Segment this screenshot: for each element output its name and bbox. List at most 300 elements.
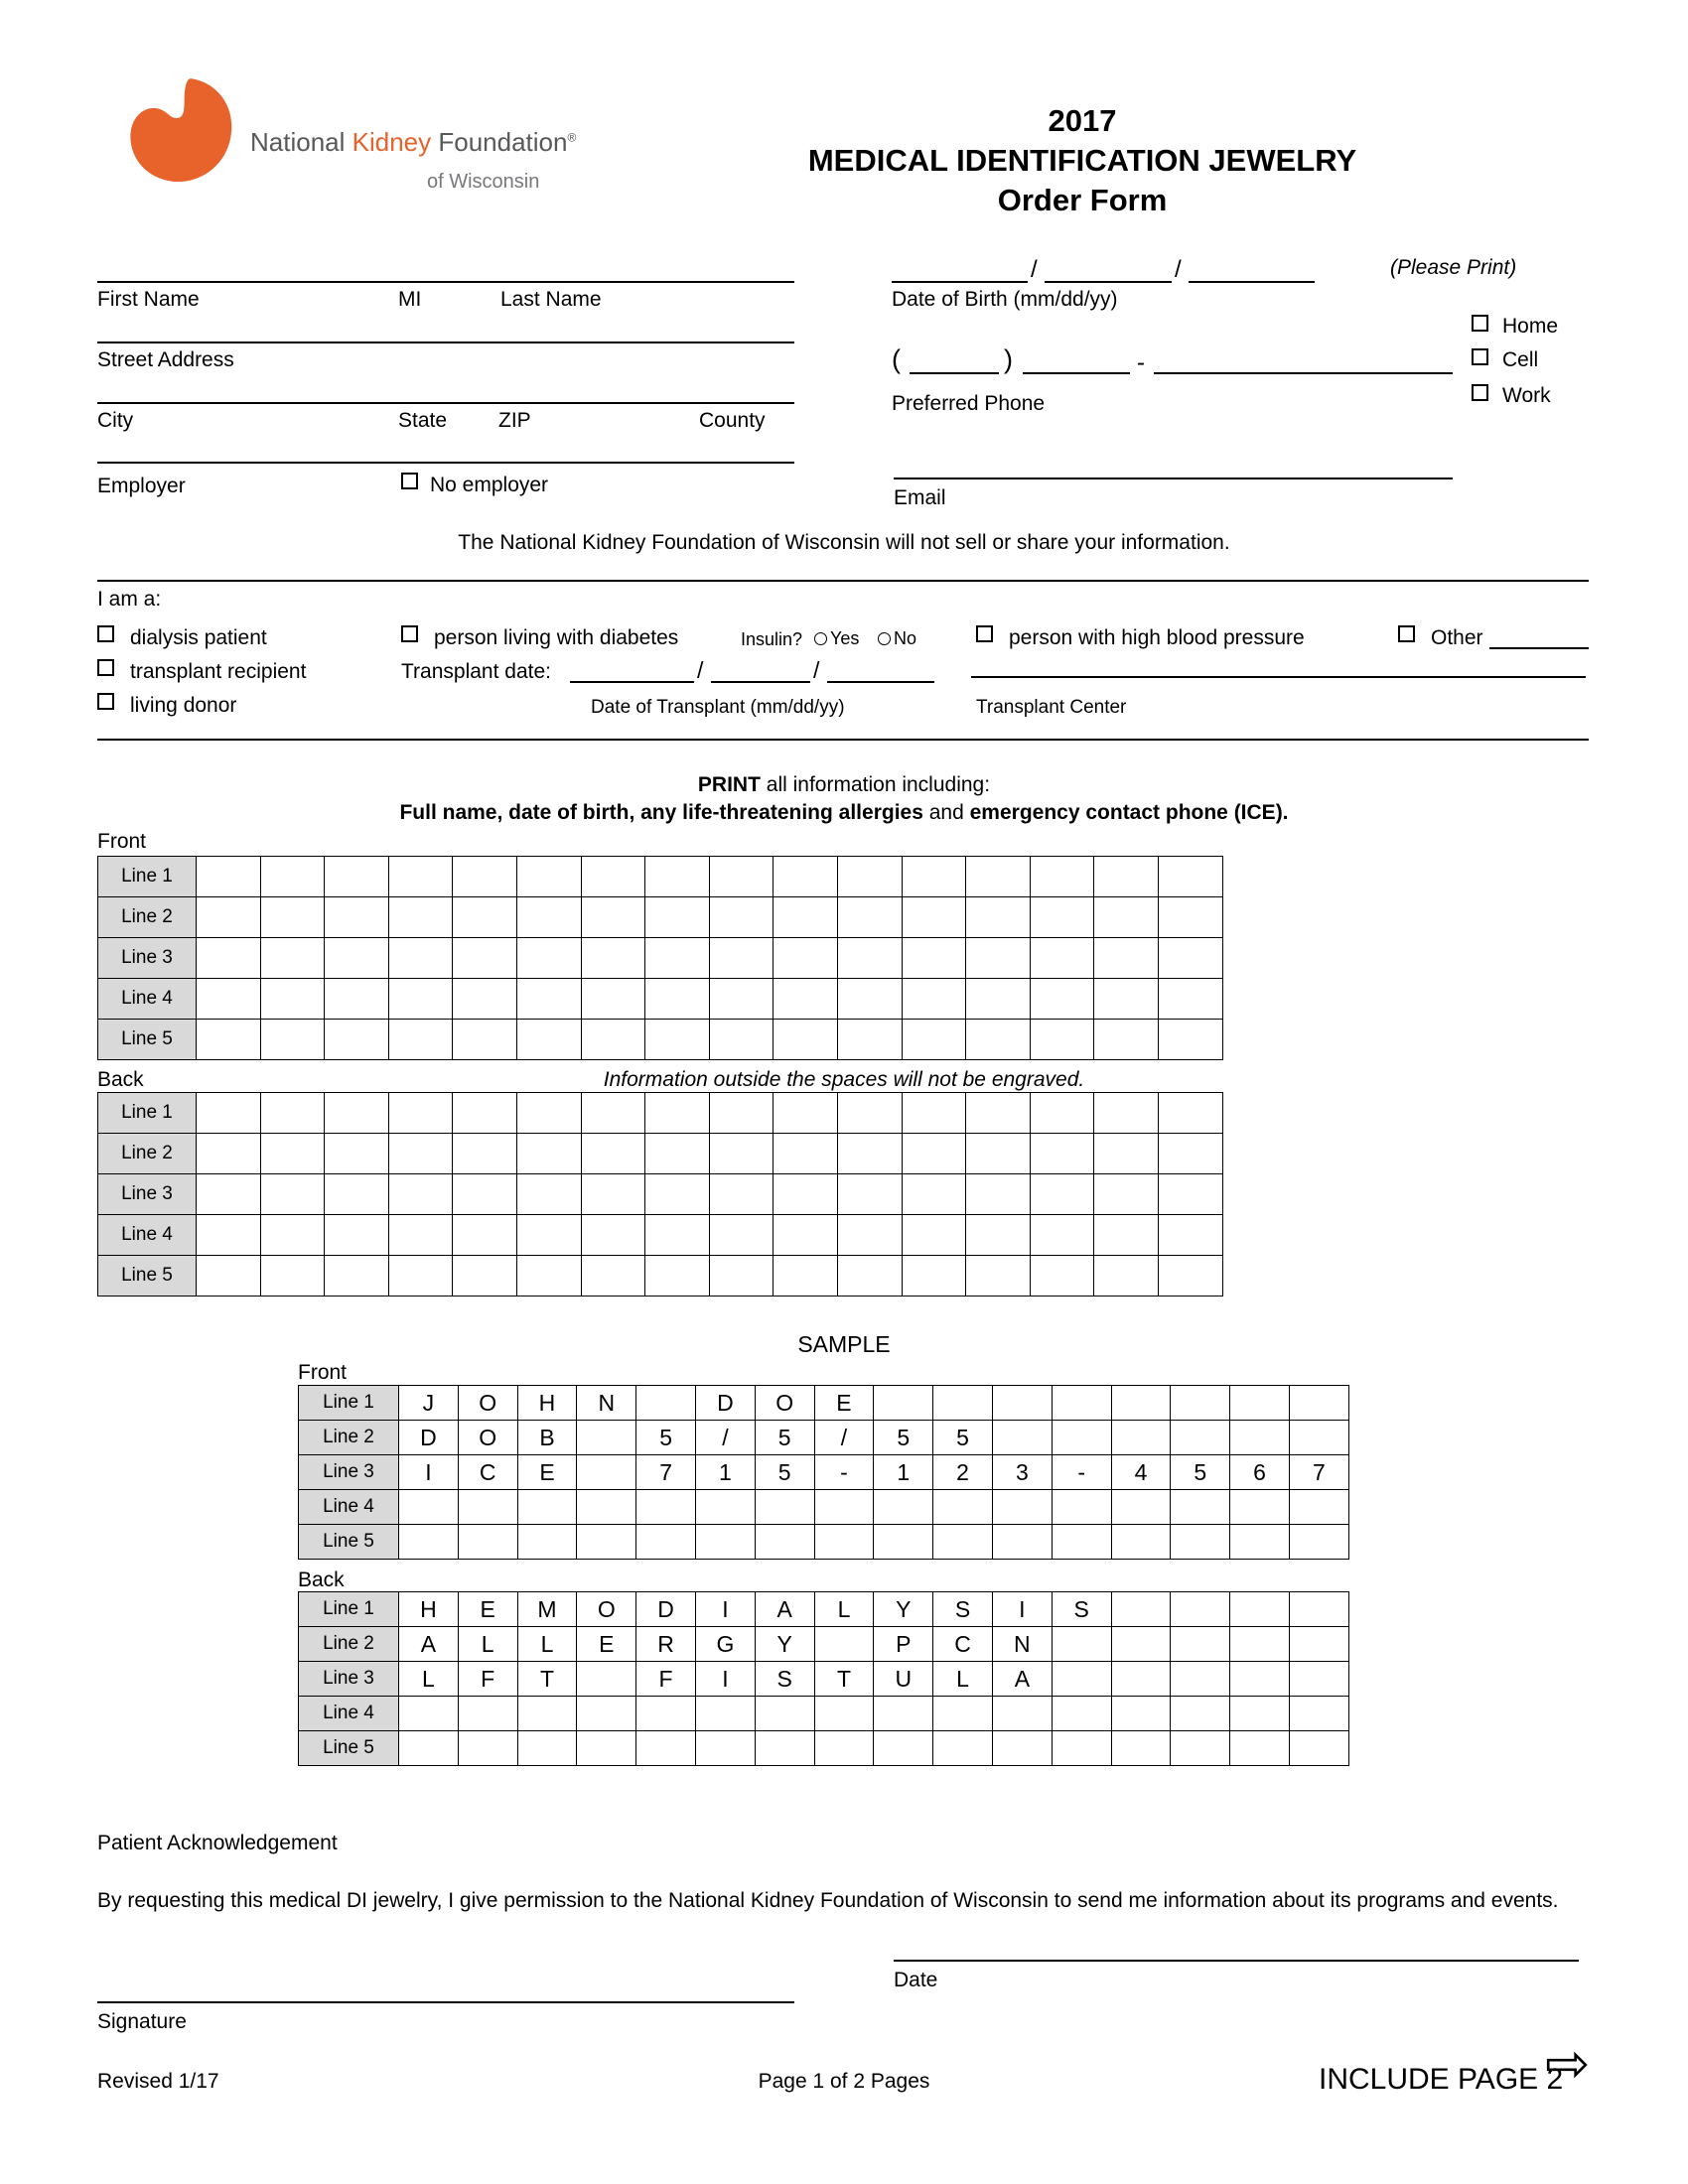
grid-cell: Y [756,1627,815,1662]
grid-cell [874,1525,933,1560]
privacy-note: The National Kidney Foundation of Wisconsin will not sell or share your information. [458,531,1230,554]
grid-cell[interactable] [261,1256,326,1297]
mi-label: MI [398,288,422,311]
engraving-front-grid [97,856,1223,1060]
print-details-bold1: Full name, date of birth, any life-threatening allergies [399,801,923,824]
grid-cell[interactable] [903,857,967,897]
grid-cell: S [756,1662,815,1697]
sample-front-grid [298,1385,1349,1560]
grid-cell[interactable] [517,1020,582,1060]
street-address-field[interactable] [97,341,794,343]
grid-cell[interactable] [261,1020,326,1060]
grid-cell[interactable] [1159,1174,1223,1215]
grid-row-label: Line 5 [299,1525,399,1560]
grid-cell[interactable] [453,979,517,1020]
grid-cell[interactable] [389,1256,454,1297]
grid-cell: A [756,1592,815,1627]
grid-cell[interactable] [966,857,1031,897]
grid-cell[interactable] [903,938,967,979]
grid-cell [1230,1421,1290,1455]
grid-cell[interactable] [903,897,967,938]
grid-cell[interactable] [197,857,261,897]
grid-cell[interactable] [966,1256,1031,1297]
grid-cell[interactable] [453,1020,517,1060]
grid-cell[interactable] [645,1020,710,1060]
dialysis-checkbox[interactable] [97,625,114,642]
grid-cell[interactable] [774,1134,838,1174]
grid-cell [577,1697,636,1731]
grid-cell[interactable] [453,1174,517,1215]
grid-cell [399,1490,459,1525]
no-employer-checkbox[interactable] [401,473,418,489]
grid-cell[interactable] [838,979,903,1020]
grid-cell[interactable] [517,857,582,897]
grid-cell[interactable] [1094,897,1159,938]
front-grid-label: Front [97,830,147,853]
grid-cell[interactable] [325,1093,389,1134]
transplant-date-day-field[interactable] [711,681,810,683]
grid-cell: 3 [993,1455,1053,1490]
grid-cell [1290,1386,1349,1421]
transplant-center-label: Transplant Center [976,697,1127,718]
grid-cell[interactable] [261,1215,326,1256]
grid-cell[interactable] [517,979,582,1020]
grid-cell[interactable] [1031,938,1095,979]
grid-cell[interactable] [966,979,1031,1020]
grid-cell[interactable] [197,1256,261,1297]
grid-cell [1112,1525,1172,1560]
grid-cell: F [636,1662,696,1697]
iam-heading: I am a: [97,588,162,611]
grid-cell[interactable] [966,1215,1031,1256]
grid-cell[interactable] [1159,1256,1223,1297]
print-word: PRINT [697,773,761,796]
grid-cell[interactable] [966,1093,1031,1134]
grid-cell [1053,1662,1112,1697]
transplant-date-month-field[interactable] [570,681,694,683]
logo-subtext: of Wisconsin [427,171,540,193]
name-field[interactable] [97,281,794,283]
grid-cell[interactable] [582,938,646,979]
logo-wordmark [250,127,576,158]
email-label: Email [894,486,946,509]
other-field[interactable] [1489,647,1589,649]
grid-cell[interactable] [645,1256,710,1297]
grid-cell[interactable] [710,979,774,1020]
grid-cell[interactable] [325,1134,389,1174]
grid-cell: C [933,1627,993,1662]
dob-year-field[interactable] [1189,281,1315,283]
grid-cell[interactable] [325,897,389,938]
grid-cell[interactable] [838,1093,903,1134]
grid-cell [577,1421,636,1455]
print-rest: all information including: [766,773,991,796]
grid-row-label: Line 2 [98,1134,197,1174]
phone-home-label: Home [1502,315,1559,338]
grid-cell [933,1386,993,1421]
grid-cell[interactable] [517,1215,582,1256]
grid-cell[interactable] [325,1174,389,1215]
grid-cell[interactable] [1031,979,1095,1020]
grid-cell[interactable] [838,857,903,897]
grid-row [299,1627,1349,1662]
grid-cell[interactable] [838,1174,903,1215]
grid-cell[interactable] [389,1093,454,1134]
grid-cell[interactable] [838,1020,903,1060]
nkf-logo [126,73,235,187]
grid-cell[interactable] [197,1093,261,1134]
grid-cell[interactable] [389,857,454,897]
grid-cell[interactable] [1031,1215,1095,1256]
grid-cell[interactable] [261,1174,326,1215]
insulin-no-option[interactable] [878,628,916,649]
high-bp-label: person with high blood pressure [1009,626,1305,649]
grid-cell: 6 [1230,1455,1290,1490]
grid-cell[interactable] [582,1020,646,1060]
transplant-recipient-label: transplant recipient [130,660,307,683]
kidney-icon [126,73,235,187]
grid-cell [518,1525,578,1560]
grid-cell[interactable] [453,857,517,897]
grid-cell[interactable] [453,1256,517,1297]
grid-cell: 7 [1290,1455,1349,1490]
grid-cell[interactable] [1094,1174,1159,1215]
grid-cell[interactable] [710,1093,774,1134]
grid-cell [459,1731,518,1766]
grid-cell[interactable] [1159,979,1223,1020]
grid-cell[interactable] [645,979,710,1020]
grid-cell[interactable] [774,857,838,897]
revised-label: Revised 1/17 [97,2070,219,2093]
employer-field[interactable] [97,462,794,464]
grid-cell [756,1525,815,1560]
other-checkbox[interactable] [1398,625,1415,642]
grid-cell[interactable] [197,1215,261,1256]
grid-cell[interactable] [517,897,582,938]
grid-cell[interactable] [838,938,903,979]
grid-cell[interactable] [261,857,326,897]
dob-label: Date of Birth (mm/dd/yy) [892,288,1118,311]
grid-cell[interactable] [197,1174,261,1215]
grid-cell[interactable] [710,1174,774,1215]
phone-prefix-field[interactable] [1023,372,1130,374]
grid-cell [696,1525,756,1560]
living-donor-checkbox[interactable] [97,693,114,710]
grid-cell[interactable] [645,1093,710,1134]
grid-cell [577,1490,636,1525]
grid-cell[interactable] [517,1174,582,1215]
grid-cell[interactable] [389,979,454,1020]
grid-row [98,1174,1223,1215]
grid-row [98,1134,1223,1174]
grid-cell: M [518,1592,578,1627]
grid-cell[interactable] [838,1134,903,1174]
grid-cell [933,1490,993,1525]
insulin-yes-option[interactable] [814,628,859,649]
grid-cell[interactable] [645,938,710,979]
grid-cell[interactable] [197,979,261,1020]
grid-cell[interactable] [325,1215,389,1256]
grid-cell[interactable] [710,1020,774,1060]
grid-cell [1112,1490,1172,1525]
grid-cell[interactable] [261,1093,326,1134]
grid-cell[interactable] [582,1174,646,1215]
grid-cell[interactable] [582,857,646,897]
grid-cell[interactable] [966,1134,1031,1174]
transplant-center-field[interactable] [971,676,1586,678]
grid-cell [933,1697,993,1731]
preferred-phone-label: Preferred Phone [892,392,1046,415]
grid-cell[interactable] [1159,857,1223,897]
grid-cell[interactable] [903,979,967,1020]
grid-cell[interactable] [325,857,389,897]
grid-cell[interactable] [197,1134,261,1174]
grid-cell [1053,1525,1112,1560]
grid-cell[interactable] [1031,1020,1095,1060]
grid-cell[interactable] [197,897,261,938]
grid-cell[interactable] [774,1256,838,1297]
grid-cell: 2 [933,1455,993,1490]
grid-cell[interactable] [1031,1093,1095,1134]
grid-cell[interactable] [453,1093,517,1134]
grid-row [98,857,1223,897]
grid-cell: E [815,1386,875,1421]
grid-cell[interactable] [774,1093,838,1134]
grid-cell[interactable] [1031,1174,1095,1215]
grid-cell: / [815,1421,875,1455]
grid-cell[interactable] [1159,1093,1223,1134]
grid-cell[interactable] [1159,1020,1223,1060]
grid-cell[interactable] [645,897,710,938]
transplant-recipient-checkbox[interactable] [97,659,114,676]
engraving-back-grid [97,1092,1223,1297]
grid-cell[interactable] [966,897,1031,938]
grid-cell[interactable] [903,1215,967,1256]
insulin-no-label: No [894,628,917,648]
grid-cell[interactable] [517,1256,582,1297]
grid-cell[interactable] [517,938,582,979]
grid-cell[interactable] [1094,1093,1159,1134]
phone-home-checkbox[interactable] [1472,315,1488,332]
living-donor-label: living donor [130,694,237,717]
grid-cell[interactable] [903,1020,967,1060]
grid-row [299,1697,1349,1731]
grid-cell [1290,1490,1349,1525]
grid-cell [636,1490,696,1525]
grid-cell[interactable] [1159,1134,1223,1174]
grid-cell[interactable] [774,897,838,938]
dob-month-field[interactable] [892,281,1028,283]
radio-icon [878,632,891,645]
phone-cell-checkbox[interactable] [1472,348,1488,365]
grid-row [299,1421,1349,1455]
grid-cell[interactable] [1094,1020,1159,1060]
grid-row-label: Line 1 [98,1093,197,1134]
grid-cell[interactable] [645,1134,710,1174]
grid-cell [815,1490,875,1525]
insulin-label: Insulin? [741,629,803,649]
acknowledgement-body: By requesting this medical DI jewelry, I give permission to the National Kidney Foundation of Wisconsin to send me information about its programs and events. [97,1889,1559,1912]
grid-cell[interactable] [325,1256,389,1297]
grid-cell[interactable] [389,938,454,979]
grid-cell[interactable] [325,1020,389,1060]
grid-cell[interactable] [903,1174,967,1215]
grid-cell[interactable] [966,1174,1031,1215]
grid-cell[interactable] [261,979,326,1020]
grid-cell[interactable] [966,938,1031,979]
grid-row [98,1020,1223,1060]
form-title: MEDICAL IDENTIFICATION JEWELRY [807,143,1357,178]
grid-cell[interactable] [517,1134,582,1174]
grid-cell: H [518,1386,578,1421]
sample-front-label: Front [298,1361,348,1384]
grid-cell[interactable] [1094,979,1159,1020]
diabetes-checkbox[interactable] [401,625,418,642]
grid-cell[interactable] [582,1134,646,1174]
email-field[interactable] [894,478,1453,479]
grid-cell[interactable] [1094,1215,1159,1256]
grid-cell [1230,1592,1290,1627]
acknowledgement-heading: Patient Acknowledgement [97,1832,338,1854]
grid-cell[interactable] [1159,897,1223,938]
grid-cell[interactable] [389,897,454,938]
grid-cell[interactable] [966,1020,1031,1060]
grid-cell[interactable] [838,1215,903,1256]
grid-cell[interactable] [261,1134,326,1174]
grid-cell[interactable] [582,897,646,938]
grid-cell[interactable] [903,1093,967,1134]
dialysis-label: dialysis patient [130,626,267,649]
grid-cell[interactable] [582,1093,646,1134]
grid-cell[interactable] [774,1215,838,1256]
grid-cell[interactable] [1031,897,1095,938]
grid-cell[interactable] [389,1020,454,1060]
grid-cell[interactable] [1159,938,1223,979]
grid-cell[interactable] [710,938,774,979]
grid-row-label: Line 5 [299,1731,399,1766]
grid-cell [1112,1731,1172,1766]
grid-cell [1053,1490,1112,1525]
grid-cell[interactable] [1159,1215,1223,1256]
phone-line-field[interactable] [1154,372,1453,374]
grid-cell[interactable] [261,938,326,979]
grid-cell[interactable] [774,1020,838,1060]
grid-cell [1112,1627,1172,1662]
zip-label: ZIP [498,409,531,432]
grid-cell: L [518,1627,578,1662]
phone-close-paren: ) [1004,344,1013,374]
grid-cell [993,1421,1053,1455]
grid-cell[interactable] [710,1215,774,1256]
grid-cell [993,1525,1053,1560]
grid-cell[interactable] [774,979,838,1020]
grid-cell[interactable] [710,897,774,938]
phone-work-checkbox[interactable] [1472,384,1488,401]
grid-row [98,938,1223,979]
grid-cell[interactable] [903,1134,967,1174]
grid-row [299,1662,1349,1697]
grid-cell[interactable] [261,897,326,938]
grid-cell[interactable] [1094,857,1159,897]
city-state-zip-field[interactable] [97,402,794,404]
grid-cell [1230,1662,1290,1697]
grid-cell[interactable] [389,1134,454,1174]
print-instructions-2 [97,801,1591,825]
grid-cell[interactable] [645,857,710,897]
dob-day-field[interactable] [1045,281,1172,283]
grid-cell: N [993,1627,1053,1662]
grid-cell[interactable] [774,938,838,979]
transplant-date-year-field[interactable] [827,681,934,683]
grid-cell[interactable] [582,1215,646,1256]
grid-cell [815,1525,875,1560]
grid-cell: L [459,1627,518,1662]
grid-cell[interactable] [389,1215,454,1256]
grid-cell[interactable] [645,1215,710,1256]
grid-cell: 5 [636,1421,696,1455]
grid-cell[interactable] [710,857,774,897]
signature-field[interactable] [97,2001,794,2003]
grid-cell: - [1053,1455,1112,1490]
grid-cell[interactable] [838,897,903,938]
grid-cell[interactable] [197,1020,261,1060]
grid-cell[interactable] [325,979,389,1020]
grid-cell[interactable] [1094,1134,1159,1174]
grid-cell[interactable] [582,1256,646,1297]
sample-back-grid [298,1591,1349,1766]
grid-cell[interactable] [453,1215,517,1256]
grid-cell[interactable] [903,1256,967,1297]
grid-row [299,1386,1349,1421]
grid-cell: O [756,1386,815,1421]
phone-area-code-field[interactable] [910,372,999,374]
grid-cell[interactable] [838,1256,903,1297]
grid-cell[interactable] [1031,1134,1095,1174]
grid-cell [459,1525,518,1560]
grid-cell[interactable] [710,1256,774,1297]
phone-open-paren: ( [892,344,901,374]
grid-cell[interactable] [774,1174,838,1215]
grid-cell[interactable] [1094,938,1159,979]
divider-top [97,580,1589,582]
grid-cell[interactable] [453,938,517,979]
grid-cell[interactable] [389,1174,454,1215]
grid-cell: T [815,1662,875,1697]
grid-cell[interactable] [325,938,389,979]
grid-cell [1230,1490,1290,1525]
grid-row-label: Line 4 [98,1215,197,1256]
grid-cell[interactable] [1031,857,1095,897]
grid-cell[interactable] [453,1134,517,1174]
grid-cell [518,1490,578,1525]
grid-cell[interactable] [517,1093,582,1134]
grid-cell[interactable] [645,1174,710,1215]
grid-cell[interactable] [453,897,517,938]
grid-cell[interactable] [1094,1256,1159,1297]
high-bp-checkbox[interactable] [976,625,993,642]
back-grid-label: Back [97,1068,144,1091]
logo-registered-mark: ® [567,130,577,145]
grid-cell[interactable] [1031,1256,1095,1297]
grid-cell[interactable] [197,938,261,979]
grid-cell [1230,1627,1290,1662]
grid-cell: 5 [1171,1455,1230,1490]
grid-cell[interactable] [582,979,646,1020]
grid-cell[interactable] [710,1134,774,1174]
grid-cell [696,1697,756,1731]
grid-cell [399,1731,459,1766]
date-field[interactable] [894,1960,1579,1962]
